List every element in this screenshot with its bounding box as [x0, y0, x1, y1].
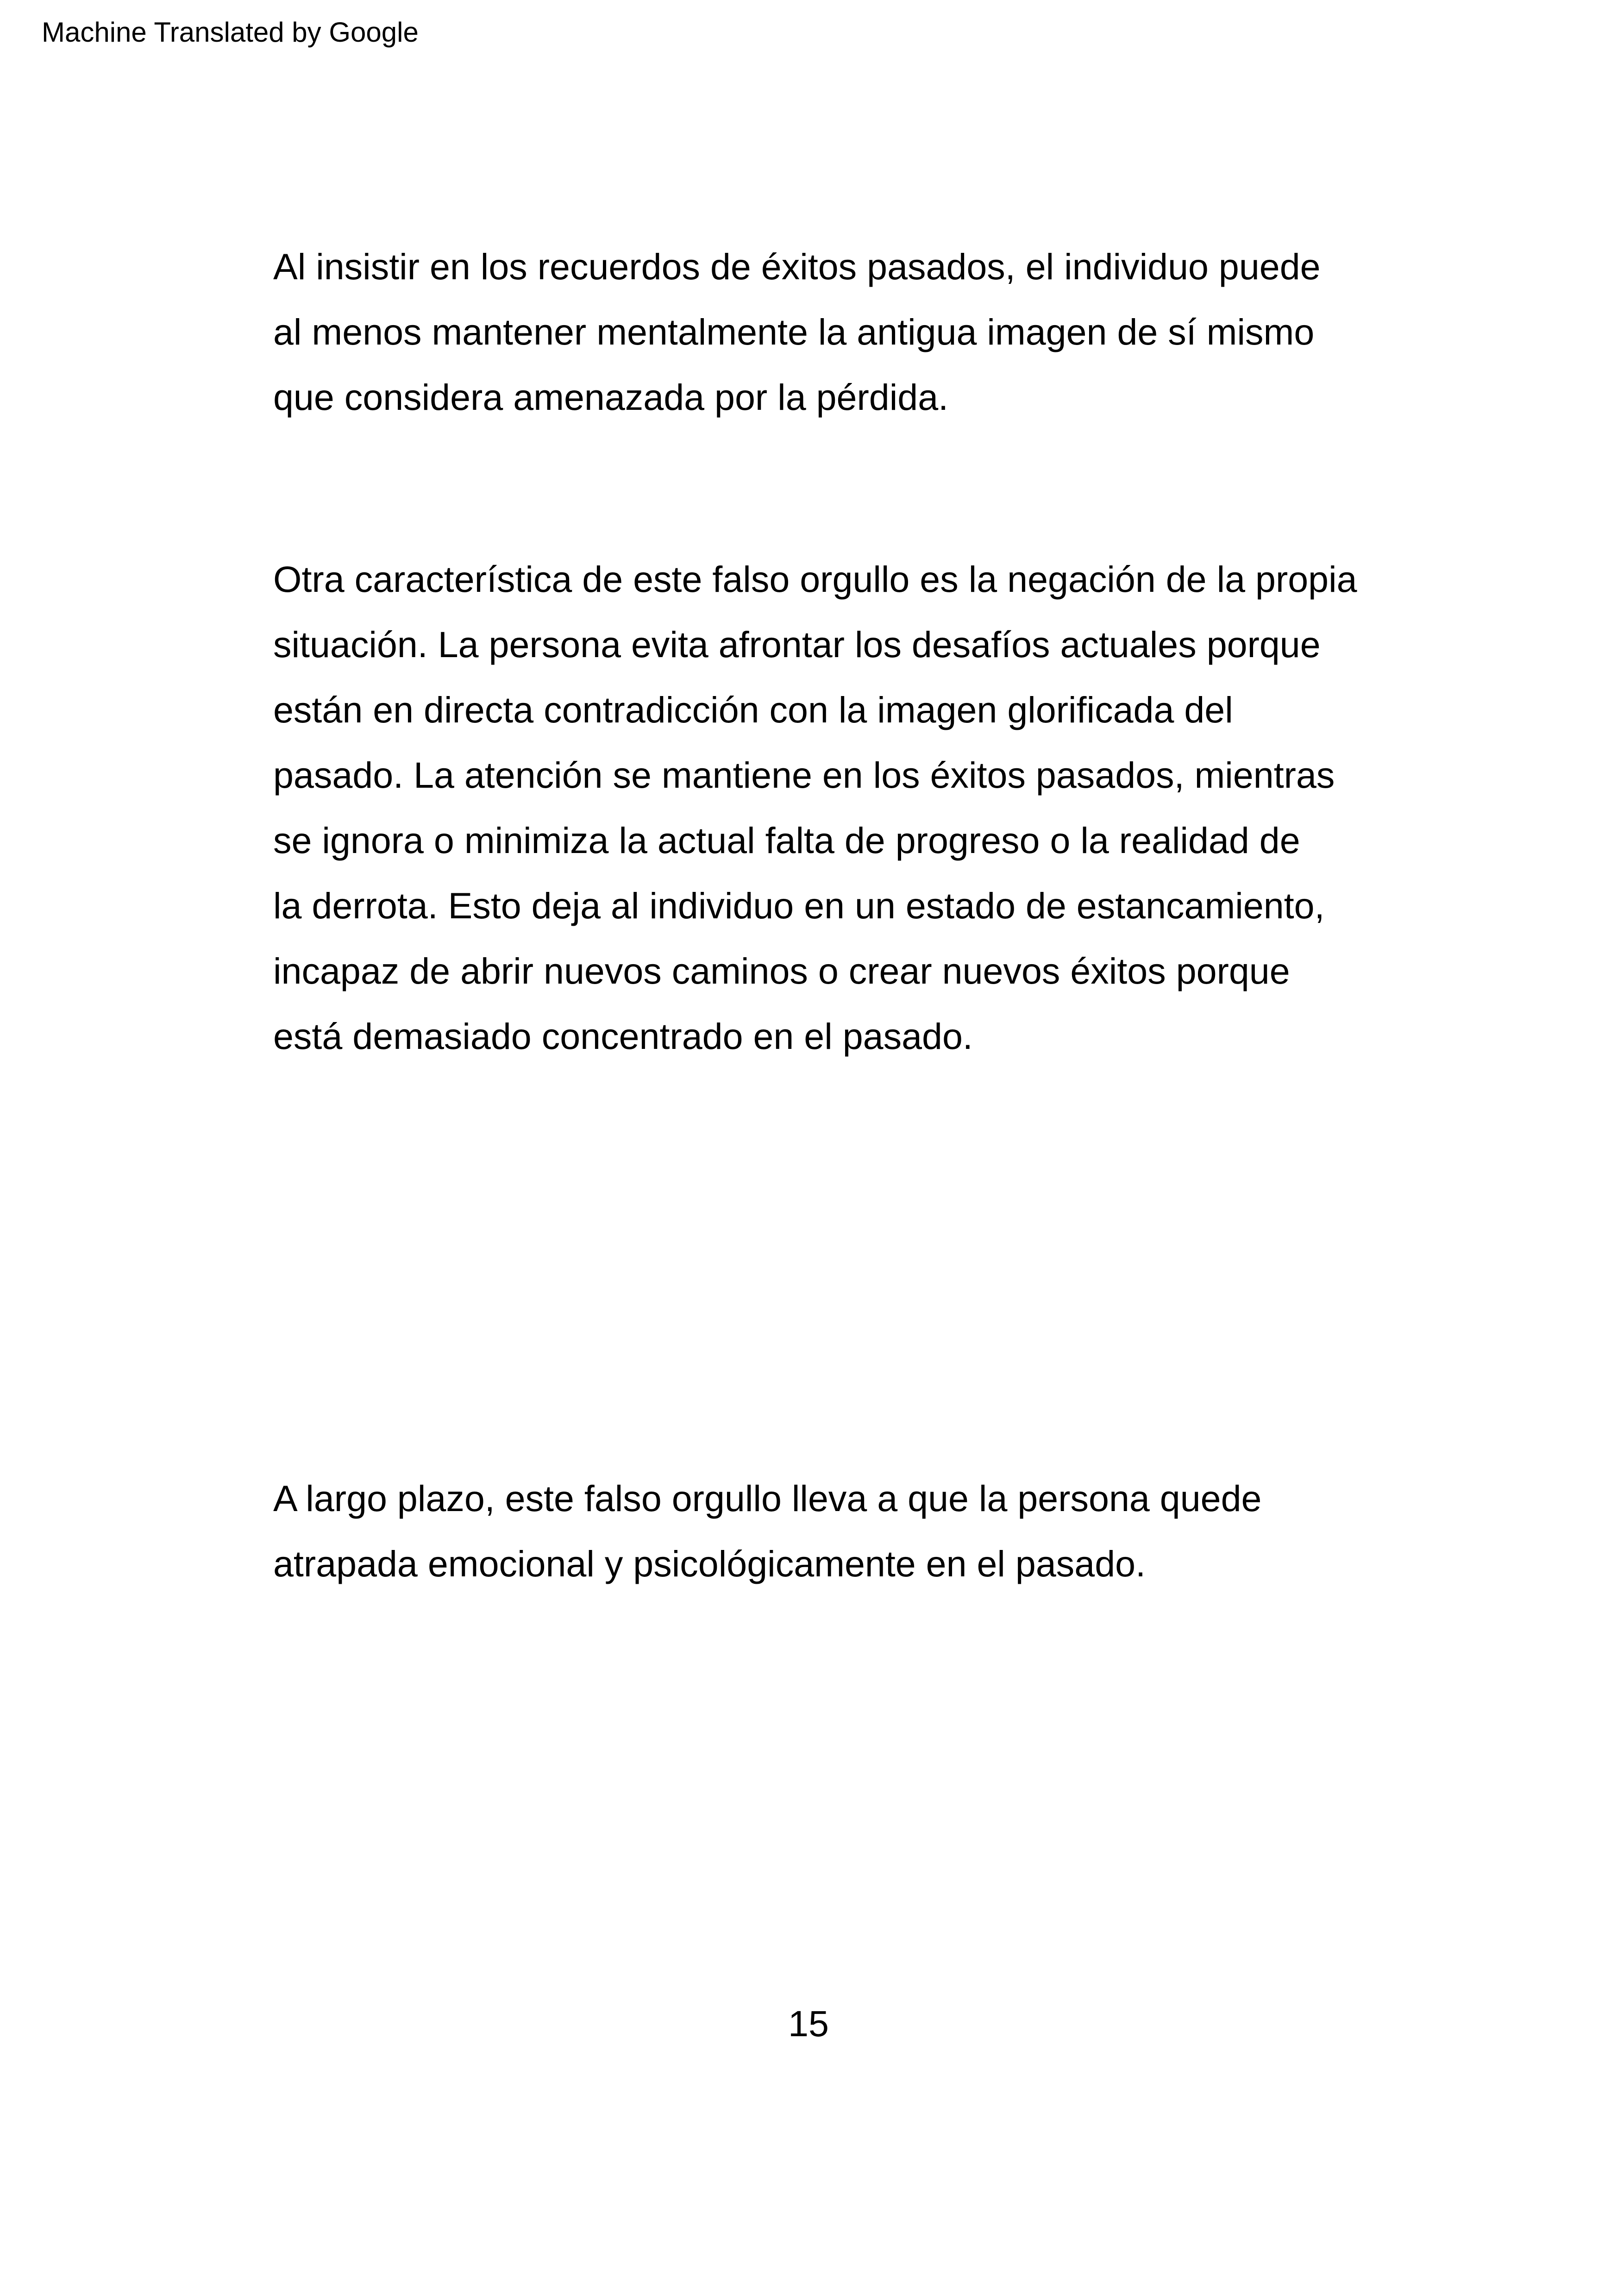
paragraph-line: atrapada emocional y psicológicamente en el pasado.: [273, 1543, 1146, 1584]
paragraph-line: al menos mantener mentalmente la antigua imagen de sí mismo: [273, 311, 1315, 352]
paragraph-3: [273, 1466, 1385, 1596]
paragraph-line: A largo plazo, este falso orgullo lleva a que la persona quede: [273, 1478, 1262, 1519]
paragraph-line: incapaz de abrir nuevos caminos o crear nuevos éxitos porque: [273, 950, 1290, 991]
paragraph-line: situación. La persona evita afrontar los desafíos actuales porque: [273, 624, 1321, 665]
paragraph-line: está demasiado concentrado en el pasado.: [273, 1016, 973, 1057]
paragraph-1: [273, 234, 1385, 430]
paragraph-line: Otra característica de este falso orgullo es la negación de la propia: [273, 558, 1357, 600]
page-number: 15: [788, 2003, 829, 2044]
paragraph-line: Al insistir en los recuerdos de éxitos pasados, el individuo puede: [273, 246, 1321, 287]
paragraph-line: se ignora o minimiza la actual falta de progreso o la realidad de: [273, 820, 1300, 861]
paragraph-line: están en directa contradicción con la imagen glorificada del: [273, 689, 1233, 730]
paragraph-line: pasado. La atención se mantiene en los éxitos pasados, mientras: [273, 754, 1335, 796]
paragraph-2: [273, 546, 1385, 1069]
machine-translation-banner: Machine Translated by Google: [42, 17, 419, 48]
paragraph-line: que considera amenazada por la pérdida.: [273, 376, 949, 418]
paragraph-line: la derrota. Esto deja al individuo en un estado de estancamiento,: [273, 885, 1325, 926]
